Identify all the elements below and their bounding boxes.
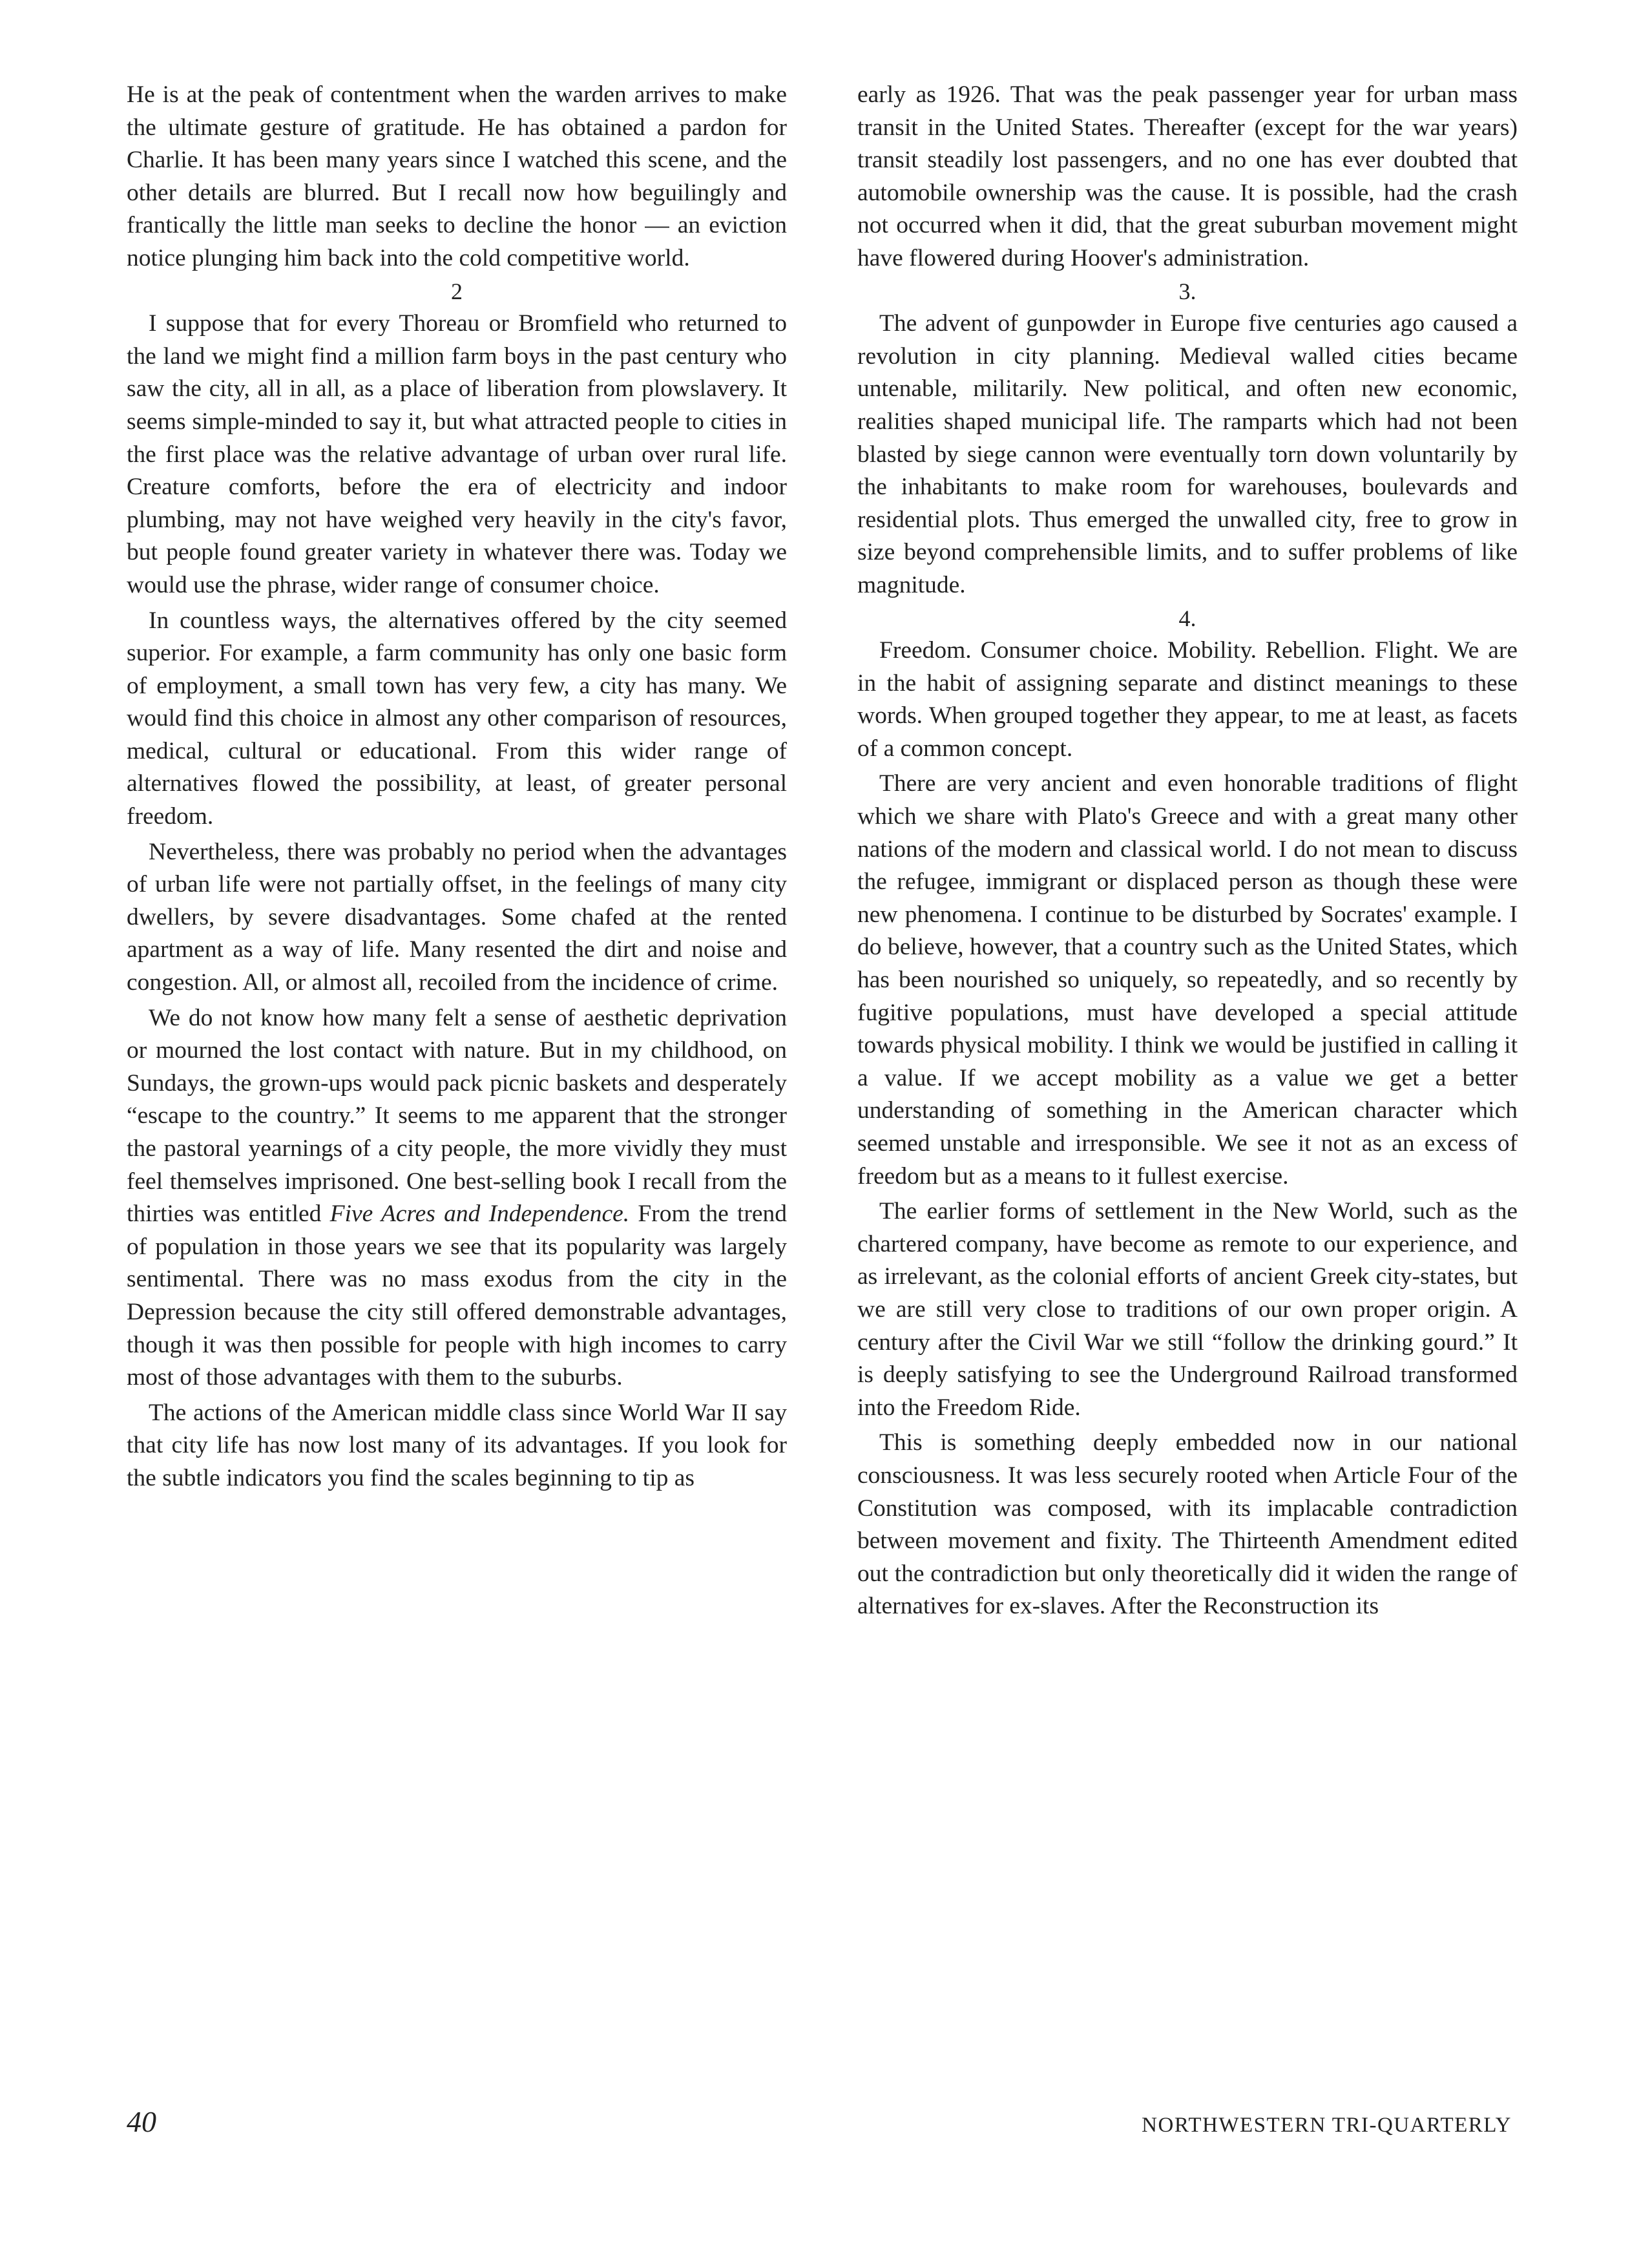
paragraph: [127, 1002, 787, 1394]
book-title: Five Acres and Independence.: [329, 1201, 630, 1228]
paragraph: This is something deeply embedded now in our national consciousness. It was less securely rooted when Article Four of the Constitution was composed, with its implacable contradiction between movement and fixity. The Thirteenth Amendment edited out the contradiction but only theoretically did it widen the range of alternatives for ex-slaves. After the Reconstruction its: [857, 1429, 1518, 1620]
paragraph: He is at the peak of contentment when the warden arrives to make the ultimate gesture of gratitude. He has obtained a pardon for Charlie. It has been many years since I watched this scene, and the other details are blurred. But I recall now how beguilingly and frantically the little man seeks to decline the honor — an eviction notice plunging him back into the cold competitive world.: [127, 81, 787, 271]
section-number-3: 3.: [1178, 278, 1196, 304]
paragraph: The actions of the American middle class since World War II say that city life has now lost many of its advantages. If you look for the subtle indicators you find the scales beginning to tip as: [127, 1399, 787, 1491]
paragraph: I suppose that for every Thoreau or Bromfield who returned to the land we might find a million farm boys in the past century who saw the city, all in all, as a place of liberation from plowslavery. It seems simple-minded to say it, but what attracted people to cities in the first place was the relative advantage of urban over rural life. Creature comforts, before the era of electricity and indoor plumbing, may not have weighed very heavily in the city's favor, but people found greater variety in whatever there was. Today we would use the phrase, wider range of consumer choice.: [127, 310, 787, 598]
section-number-2: 2: [451, 278, 463, 304]
paragraph: In countless ways, the alternatives offered by the city seemed superior. For example, a farm community has only one basic form of employment, a small town has very few, a city has many. We would find this choice in almost any other comparison of resources, medical, cultural or educational. From this wider range of alternatives flowed the possibility, at least, of greater personal freedom.: [127, 607, 787, 830]
paragraph: The earlier forms of settlement in the New World, such as the chartered company, have become as remote to our experience, and as irrelevant, as the colonial efforts of ancient Greek city-states, but we are still very close to traditions of our own proper origin. A century after the Civil War we still “follow the drinking gourd.” It is deeply satisfying to see the Underground Railroad transformed into the Freedom Ride.: [857, 1198, 1518, 1421]
paragraph: early as 1926. That was the peak passenger year for urban mass transit in the United States. Thereafter (except for the war years) transit steadily lost passengers, and no one has ever doubted that automobile ownership was the cause. It is possible, had the crash not occurred when it did, that the great suburban movement might have flowered during Hoover's administration.: [857, 81, 1518, 271]
paragraph-text: From the trend of population in those years we see that its popularity was largely sentimental. There was no mass exodus from the city in the Depression because the city still offered demonstrable advantages, though it was then possible for people with high incomes to carry most of those advantages with them to the suburbs.: [127, 1201, 788, 1391]
section-number-4: 4.: [1178, 605, 1196, 631]
right-column: [857, 79, 1518, 1623]
paragraph-text: We do not know how many felt a sense of aesthetic deprivation or mourned the lost contact with nature. But in my childhood, on Sundays, the grown-ups would pack picnic baskets and desperately “escape to the country.” It seems to me apparent that the stronger the pastoral yearnings of a city people, the more vividly they must feel themselves imprisoned. One best-selling book I recall from the thirties was entitled: [127, 1004, 787, 1228]
paragraph: The advent of gunpowder in Europe five centuries ago caused a revolution in city planning. Medieval walled cities became untenable, militarily. New political, and often new economic, realities shaped municipal life. The ramparts which had not been blasted by siege cannon were eventually torn down voluntarily by the inhabitants to make room for warehouses, boulevards and residential plots. Thus emerged the unwalled city, free to grow in size beyond comprehensible limits, and to suffer problems of like magnitude.: [857, 310, 1518, 598]
left-column: [127, 79, 787, 1495]
journal-title: NORTHWESTERN TRI-QUARTERLY: [1142, 2114, 1512, 2137]
paragraph: Freedom. Consumer choice. Mobility. Rebellion. Flight. We are in the habit of assigning separate and distinct meanings to these words. When grouped together they appear, to me at least, as facets of a common concept.: [857, 637, 1518, 762]
page-number: 40: [127, 2105, 156, 2138]
paragraph: There are very ancient and even honorable traditions of flight which we share with Plato's Greece and with a great many other nations of the modern and classical world. I do not mean to discuss the refugee, immigrant or displaced person as though these were new phenomena. I continue to be disturbed by Socrates' example. I do believe, however, that a country such as the United States, which has been nourished so uniquely, so repeatedly, and so recently by fugitive populations, must have developed a special attitude towards physical mobility. I think we would be justified in calling it a value. If we accept mobility as a value we get a better understanding of something in the American character which seemed unstable and irresponsible. We see it not as an excess of freedom but as a means to it fullest exercise.: [857, 770, 1518, 1190]
paragraph: Nevertheless, there was probably no period when the advantages of urban life were not partially offset, in the feelings of many city dwellers, by severe disadvantages. Some chafed at the rented apartment as a way of life. Many resented the dirt and noise and congestion. All, or almost all, recoiled from the incidence of crime.: [127, 838, 787, 996]
